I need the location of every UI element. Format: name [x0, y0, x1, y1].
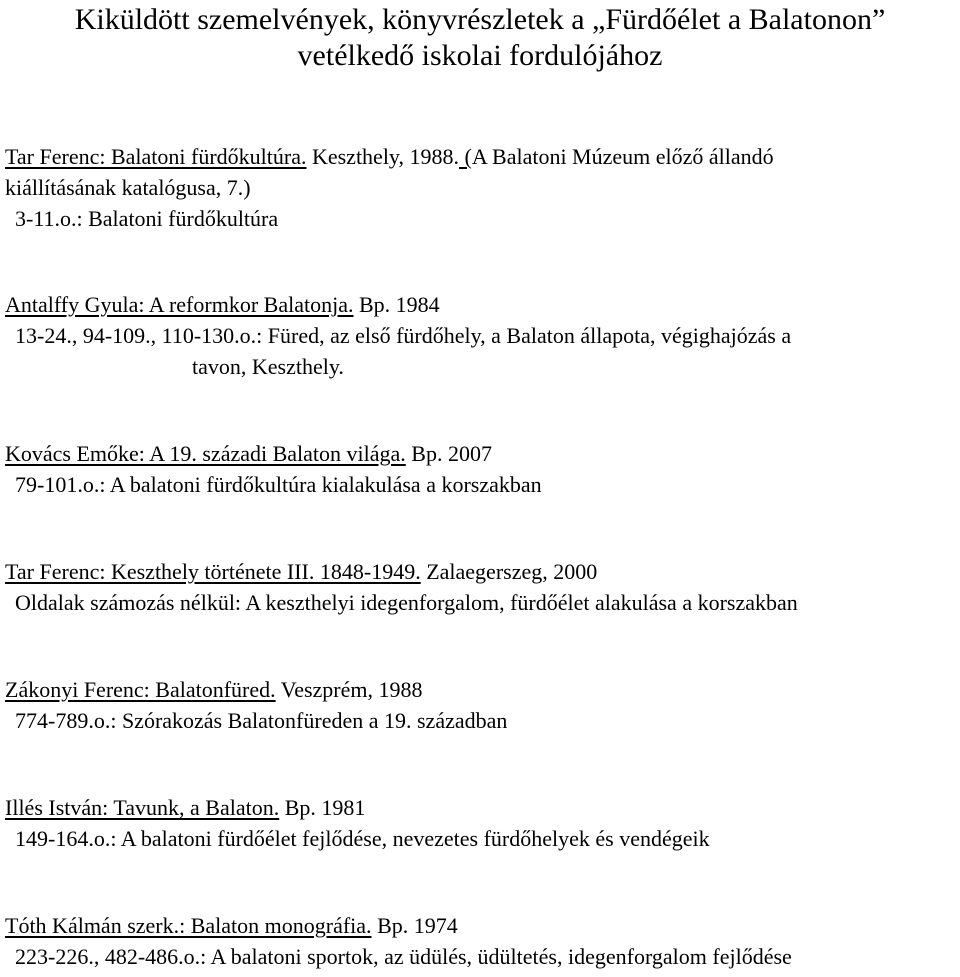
entry-5-place-year: Veszprém, 1988: [275, 677, 423, 702]
entry-5-title: Zákonyi Ferenc: Balatonfüred.: [5, 677, 276, 702]
entry-7-place-year: Bp. 1974: [371, 913, 458, 938]
entry-3-title: Kovács Emőke: A 19. századi Balaton világa.: [5, 441, 406, 466]
entry-5-citation: [5, 676, 423, 704]
entry-4-pages: Oldalak számozás nélkül: A keszthelyi idegenforgalom, fürdőélet alakulása a korszakban: [15, 590, 798, 615]
entry-6-pages: 149-164.o.: A balatoni fürdőélet fejlődése, nevezetes fürdőhelyek és vendégeik: [15, 826, 710, 851]
entry-6-title: Illés István: Tavunk, a Balaton.: [5, 795, 280, 820]
entry-1-pages: 3-11.o.: Balatoni fürdőkultúra: [15, 206, 279, 231]
entry-1-citation-cont: kiállításának katalógusa, 7.): [5, 175, 251, 200]
entry-6-place-year: Bp. 1981: [279, 795, 366, 820]
entry-3-pages: 79-101.o.: A balatoni fürdőkultúra kialakulása a korszakban: [15, 472, 542, 497]
entry-7-title: Tóth Kálmán szerk.: Balaton monográfia.: [5, 913, 372, 938]
entry-1-place-year: Keszthely, 1988.: [306, 144, 460, 169]
entry-5-pages: 774-789.o.: Szórakozás Balatonfüreden a 19. században: [15, 708, 508, 733]
entry-6-citation: [5, 794, 365, 822]
entry-4-place-year: Zalaegerszeg, 2000: [420, 559, 598, 584]
document-title-line-2: vetélkedő iskolai fordulójához: [297, 39, 663, 72]
entry-7-pages: 223-226., 482-486.o.: A balatoni sportok, az üdülés, üdültetés, idegenforgalom fejlődése: [15, 944, 792, 969]
entry-2-place-year: Bp. 1984: [353, 292, 440, 317]
entry-2-citation: [5, 291, 440, 319]
entry-3-place-year: Bp. 2007: [405, 441, 492, 466]
entry-1-citation: [5, 143, 774, 171]
entry-2-pages-cont: tavon, Keszthely.: [192, 354, 344, 379]
entry-4-title: Tar Ferenc: Keszthely története III. 1848-1949.: [5, 559, 421, 584]
entry-2-title: Antalffy Gyula: A reformkor Balatonja.: [5, 292, 354, 317]
entry-1-paren: (: [459, 144, 472, 169]
entry-4-citation: [5, 558, 597, 586]
document-title-line-1: Kiküldött szemelvények, könyvrészletek a „Fürdőélet a Balatonon”: [74, 3, 886, 36]
entry-3-citation: [5, 440, 492, 468]
entry-7-citation: [5, 912, 458, 940]
entry-2-pages: 13-24., 94-109., 110-130.o.: Füred, az első fürdőhely, a Balaton állapota, végighajózás a: [15, 323, 792, 348]
entry-1-note: A Balatoni Múzeum előző állandó: [471, 144, 774, 169]
entry-1-title: Tar Ferenc: Balatoni fürdőkultúra.: [5, 144, 307, 169]
